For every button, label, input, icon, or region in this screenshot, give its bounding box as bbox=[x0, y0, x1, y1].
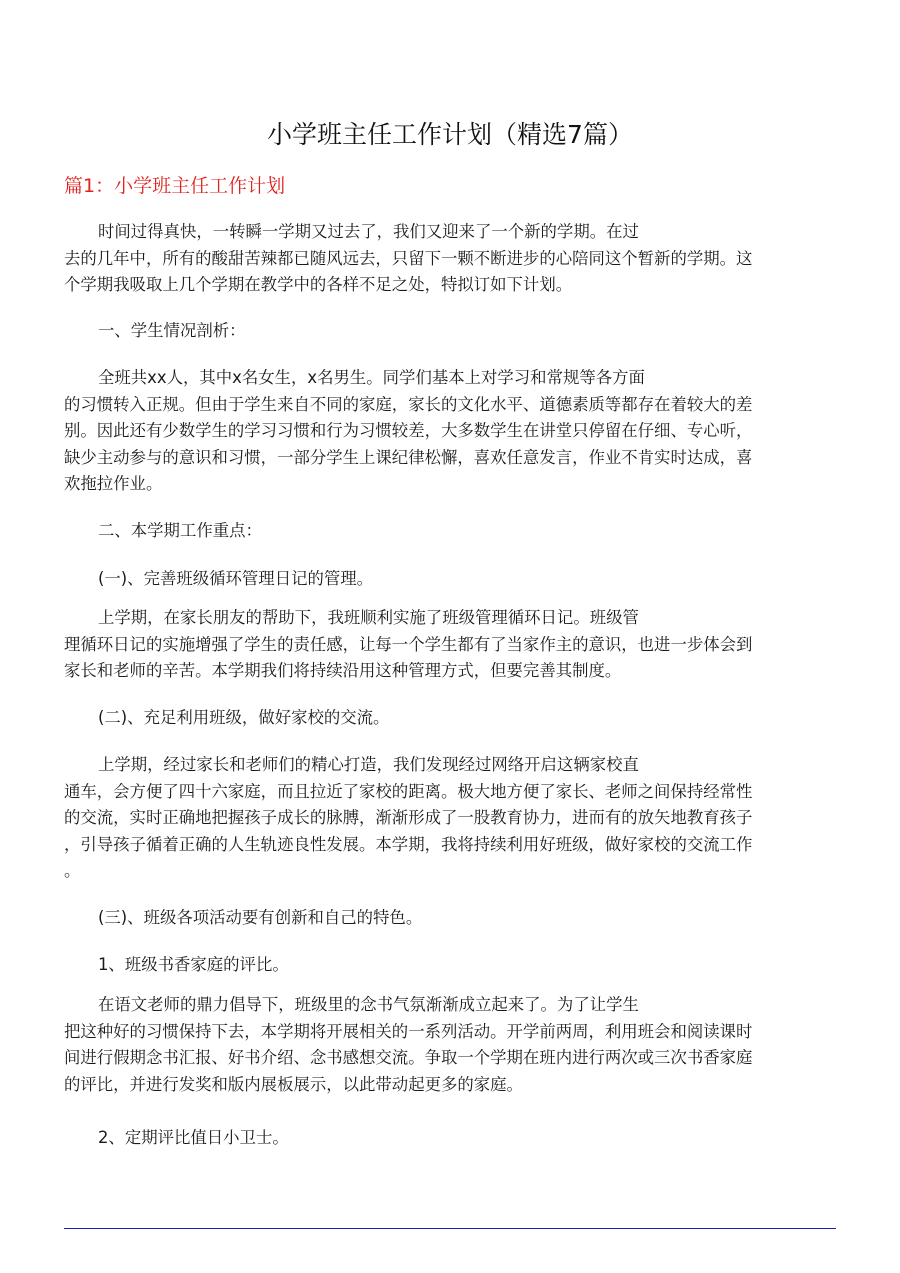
footer-divider bbox=[64, 1228, 836, 1229]
paragraph-intro bbox=[64, 219, 834, 299]
text-line: 。 bbox=[64, 861, 81, 880]
paragraph-student-analysis bbox=[64, 365, 834, 498]
text-line: 在语文老师的鼎力倡导下，班级里的念书气氛渐渐成立起来了。为了让学生 bbox=[98, 995, 639, 1014]
text-line: 欢拖拉作业。 bbox=[64, 474, 163, 493]
text-line: 间进行假期念书汇报、好书介绍、念书感想交流。争取一个学期在班内进行两次或三次书香家庭 bbox=[64, 1048, 753, 1067]
text-line: 缺少主动参与的意识和习惯，一部分学生上课纪律松懈，喜欢任意发言，作业不肯实时达成，喜 bbox=[64, 447, 753, 467]
text-line: 别。因此还有少数学生的学习习惯和行为习惯较差，大多数学生在讲堂只停留在仔细、专心听， bbox=[64, 421, 753, 440]
text-line: ，引导孩子循着正确的人生轨迹良性发展。本学期，我将持续利用好班级，做好家校的交流工作 bbox=[64, 834, 753, 854]
section-heading: 篇1：小学班主任工作计划 bbox=[64, 175, 286, 197]
text-line: 全班共xx人，其中x名女生，x名男生。同学们基本上对学习和常规等各方面 bbox=[98, 368, 645, 387]
text-line: 去的几年中，所有的酸甜苦辣都已随风远去，只留下一颗不断进步的心陪同这个暂新的学期。这 bbox=[64, 248, 753, 268]
subheading-work-focus: 二、本学期工作重点： bbox=[98, 521, 262, 540]
paragraph-item-2 bbox=[64, 752, 834, 885]
text-line: 个学期我吸取上几个学期在教学中的各样不足之处，特拟订如下计划。 bbox=[64, 275, 573, 294]
paragraph-item-1 bbox=[64, 605, 834, 685]
text-line: 的交流，实时正确地把握孩子成长的脉膊，渐渐形成了一股教育协力，进而有的放矢地教育孩子 bbox=[64, 808, 753, 827]
text-line: 上学期，在家长朋友的帮助下，我班顺利实施了班级管理循环日记。班级管 bbox=[98, 608, 639, 627]
text-line: 通车，会方便了四十六家庭，而且拉近了家校的距离。极大地方便了家长、老师之间保持经常性 bbox=[64, 781, 753, 801]
subheading-student-analysis: 一、学生情况剖析： bbox=[98, 321, 246, 340]
subheading-item-3-1: 1、班级书香家庭的评比。 bbox=[98, 955, 289, 974]
subheading-item-3-2: 2、定期评比值日小卫士。 bbox=[98, 1128, 289, 1147]
text-line: 家长和老师的辛苦。本学期我们将持续沿用这种管理方式，但要完善其制度。 bbox=[64, 661, 622, 680]
subheading-item-2: (二)、充足利用班级，做好家校的交流。 bbox=[98, 708, 390, 727]
subheading-item-1: (一)、完善班级循环管理日记的管理。 bbox=[98, 569, 374, 588]
text-line: 的评比，并进行发奖和版内展板展示，以此带动起更多的家庭。 bbox=[64, 1074, 523, 1094]
text-line: 把这种好的习惯保持下去，本学期将开展相关的一系列活动。开学前两周，利用班会和阅读课时 bbox=[64, 1021, 753, 1041]
text-line: 理循环日记的实施增强了学生的责任感，让每一个学生都有了当家作主的意识，也进一步体会到 bbox=[64, 634, 753, 654]
document-title: 小学班主任工作计划（精选7篇） bbox=[267, 120, 633, 149]
text-line: 上学期，经过家长和老师们的精心打造，我们发现经过网络开启这辆家校直 bbox=[98, 755, 639, 774]
text-line: 的习惯转入正规。但由于学生来自不同的家庭，家长的文化水平、道德素质等都存在着较大的差 bbox=[64, 394, 753, 414]
paragraph-item-3-1 bbox=[64, 992, 834, 1098]
text-line: 时间过得真快，一转瞬一学期又过去了，我们又迎来了一个新的学期。在过 bbox=[98, 222, 639, 241]
subheading-item-3: (三)、班级各项活动要有创新和自己的特色。 bbox=[98, 908, 423, 927]
